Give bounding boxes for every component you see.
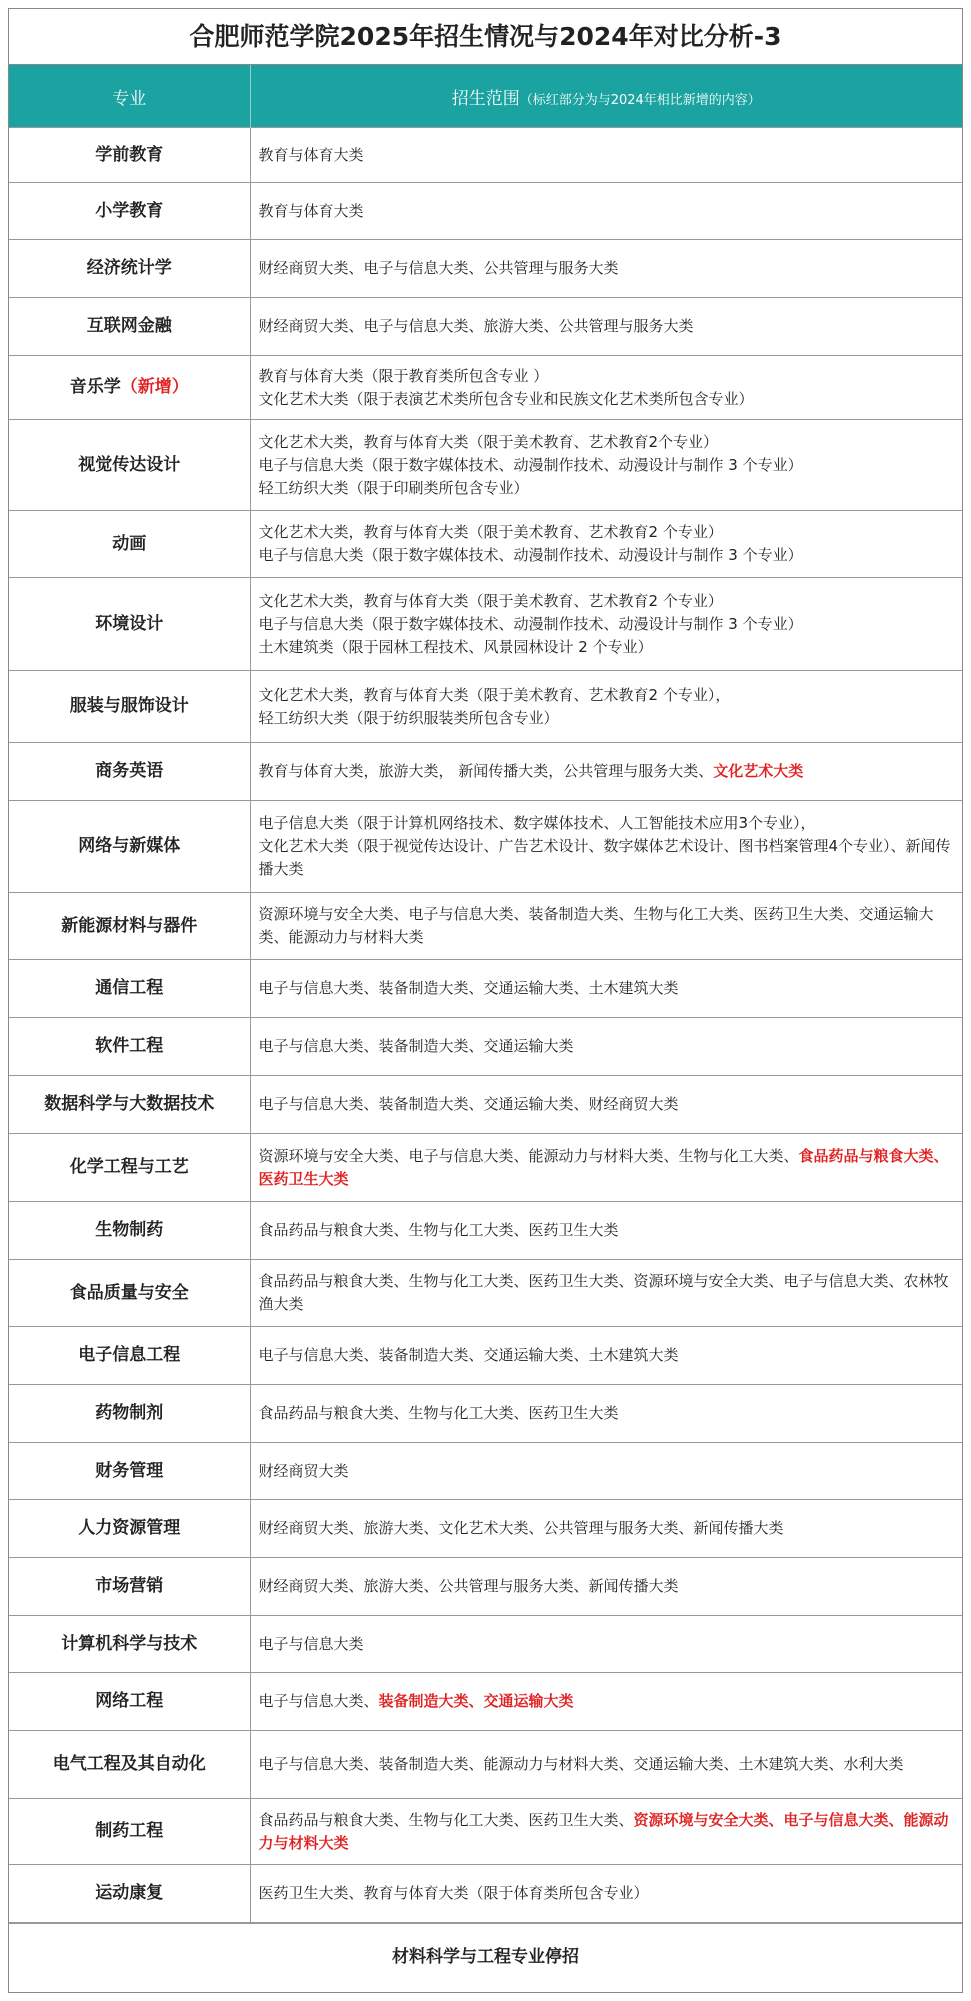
scope-line [259,144,955,167]
major-cell [9,128,250,183]
scope-segment: 财经商贸大类、旅游大类、公共管理与服务大类、新闻传播大类 [258,1577,679,1595]
major-name: 软件工程 [95,1036,164,1056]
major-name: 学前教育 [95,144,164,165]
major-name: 网络工程 [95,1691,164,1711]
scope-segment: 土木建筑类（限于园林工程技术、风景园林设计 2 个专业） [258,637,653,656]
footer-note: 材料科学与工程专业停招 [9,1923,962,1990]
major-name: 电气工程及其自动化 [52,1754,206,1774]
major-cell [9,1385,250,1443]
scope-line [259,1690,955,1713]
scope-line [259,903,955,949]
page-title: 合肥师范学院2025年招生情况与2024年对比分析-3 [9,9,962,65]
scope-segment: 财经商贸大类、电子与信息大类、旅游大类、公共管理与服务大类 [258,317,694,335]
major-name: 音乐学 [69,377,121,397]
scope-line [259,1219,955,1242]
major-cell [9,1616,250,1673]
scope-segment: 财经商贸大类、旅游大类、文化艺术大类、公共管理与服务大类、新闻传播大类 [258,1519,784,1537]
scope-segment: 电子与信息大类、装备制造大类、交通运输大类、土木建筑大类 [258,1346,679,1364]
table-row [9,1500,962,1558]
scope-cell [250,1673,962,1731]
admission-sheet [8,8,963,1993]
scope-cell [250,671,962,743]
scope-segment: 食品药品与粮食大类、生物与化工大类、医药卫生大类、 [258,1810,634,1829]
scope-line [259,1517,955,1540]
scope-segment: 电子与信息大类（限于数字媒体技术、动漫制作技术、动漫设计与制作 3 个专业） [258,455,803,474]
table-row [9,1443,962,1500]
scope-cell [250,1260,962,1327]
scope-line [259,365,955,388]
table-body [9,128,962,1923]
scope-segment-new: 文化艺术大类 [713,762,804,780]
scope-cell [250,1385,962,1443]
major-cell [9,671,250,743]
major-cell [9,1443,250,1500]
table-row [9,1865,962,1923]
admission-table [9,65,962,1923]
scope-header-note: （标红部分为与2024年相比新增的内容） [519,92,761,108]
scope-cell [250,1327,962,1385]
table-row [9,240,962,298]
scope-cell [250,1018,962,1076]
table-row [9,420,962,511]
scope-line [259,431,955,454]
scope-segment: 电子与信息大类、装备制造大类、能源动力与材料大类、交通运输大类、土木建筑大类、水利大类 [258,1755,904,1773]
scope-line [259,1633,955,1656]
scope-cell [250,420,962,511]
scope-cell [250,511,962,578]
scope-line [259,977,955,1000]
scope-line [259,1460,955,1483]
scope-segment: 文化艺术大类，教育与体育大类（限于美术教育、艺术教育2 个专业）， [258,685,731,704]
scope-line [259,707,955,730]
major-cell [9,960,250,1018]
major-name: 商务英语 [95,761,164,781]
table-row [9,578,962,671]
scope-cell [250,356,962,420]
scope-line [259,1145,955,1191]
scope-cell [250,893,962,960]
new-major-badge: （新增） [120,377,189,397]
scope-segment: 电子与信息大类、装备制造大类、交通运输大类 [258,1037,574,1055]
scope-line [259,1575,955,1598]
scope-segment: 文化艺术大类，教育与体育大类（限于美术教育、艺术教育2个专业） [258,432,719,451]
scope-segment: 电子与信息大类、装备制造大类、交通运输大类、财经商贸大类 [258,1095,679,1113]
table-row [9,893,962,960]
scope-cell [250,128,962,183]
scope-cell [250,1616,962,1673]
table-row [9,1202,962,1260]
major-name: 财务管理 [95,1460,164,1481]
scope-line [259,1753,955,1776]
scope-line [259,388,955,411]
scope-segment: 资源环境与安全大类、电子与信息大类、能源动力与材料大类、生物与化工大类、 [258,1146,799,1165]
scope-segment: 电子与信息大类（限于数字媒体技术、动漫制作技术、动漫设计与制作 3 个专业） [258,614,803,633]
table-row [9,1385,962,1443]
scope-cell [250,1865,962,1923]
table-row [9,801,962,893]
scope-line [259,1035,955,1058]
major-name: 数据科学与大数据技术 [44,1094,215,1114]
table-row [9,128,962,183]
major-cell [9,1799,250,1865]
scope-line [259,812,955,835]
major-cell [9,511,250,578]
table-row [9,1673,962,1731]
scope-segment: 文化艺术大类，教育与体育大类（限于美术教育、艺术教育2 个专业） [258,591,723,610]
major-cell [9,1076,250,1134]
major-name: 市场营销 [95,1576,164,1596]
major-cell [9,893,250,960]
major-cell [9,1865,250,1923]
table-row [9,298,962,356]
scope-line [259,454,955,477]
scope-segment-new: 装备制造大类、交通运输大类 [378,1692,574,1710]
table-row [9,511,962,578]
scope-line [259,590,955,613]
major-cell [9,1673,250,1731]
scope-segment: 轻工纺织大类（限于印刷类所包含专业） [258,478,529,497]
scope-line [259,257,955,280]
major-cell [9,356,250,420]
scope-cell [250,1558,962,1616]
table-row [9,1134,962,1202]
major-name: 食品质量与安全 [69,1282,189,1303]
scope-segment: 轻工纺织大类（限于纺织服装类所包含专业） [258,708,559,727]
table-row [9,960,962,1018]
scope-line [259,200,955,223]
scope-segment: 财经商贸大类、电子与信息大类、公共管理与服务大类 [258,259,619,277]
scope-segment: 文化艺术大类（限于视觉传达设计、广告艺术设计、数字媒体艺术设计、图书档案管理4个专业）、新闻传播大类 [258,837,951,878]
table-row [9,1018,962,1076]
scope-segment: 资源环境与安全大类、电子与信息大类、装备制造大类、生物与化工大类、医药卫生大类、交通运输大类、能源动力与材料大类 [258,905,934,946]
scope-cell [250,1799,962,1865]
scope-segment: 教育与体育大类 [258,145,364,164]
scope-segment: 教育与体育大类（限于教育类所包含专业 ） [258,366,549,385]
major-cell [9,578,250,671]
major-cell [9,1500,250,1558]
scope-segment: 文化艺术大类（限于表演艺术类所包含专业和民族文化艺术类所包含专业） [258,389,754,408]
major-name: 新能源材料与器件 [61,915,198,936]
scope-cell [250,578,962,671]
scope-segment: 电子与信息大类 [258,1634,364,1653]
scope-segment: 电子信息大类（限于计算机网络技术、数字媒体技术、人工智能技术应用3个专业）， [258,814,816,832]
scope-header-label: 招生范围 [451,88,520,109]
scope-segment: 食品药品与粮食大类、生物与化工大类、医药卫生大类、资源环境与安全大类、电子与信息大类、农林牧渔大类 [258,1272,949,1313]
table-row [9,183,962,240]
scope-cell [250,1076,962,1134]
major-name: 经济统计学 [86,258,172,278]
major-column-header: 专业 [9,65,250,128]
scope-cell [250,1731,962,1799]
scope-cell [250,743,962,801]
scope-cell [250,1500,962,1558]
scope-line [259,1270,955,1316]
scope-line [259,1882,955,1905]
major-cell [9,1202,250,1260]
table-row [9,743,962,801]
major-cell [9,801,250,893]
scope-segment-new: 资源环境与安全大类、电子与信息大类、能源动力与材料大类 [258,1810,949,1852]
major-cell [9,1327,250,1385]
scope-line [259,835,955,881]
major-name: 动画 [112,533,147,554]
table-row [9,1327,962,1385]
scope-segment-new: 食品药品与粮食大类、医药卫生大类 [258,1146,949,1188]
scope-segment: 电子与信息大类、 [258,1692,379,1710]
major-cell [9,1558,250,1616]
major-cell [9,420,250,511]
major-name: 通信工程 [95,978,164,998]
scope-segment: 财经商贸大类 [258,1461,349,1480]
major-name: 小学教育 [95,200,164,221]
scope-cell [250,1443,962,1500]
scope-cell [250,240,962,298]
scope-cell [250,298,962,356]
scope-segment: 教育与体育大类，旅游大类， 新闻传播大类，公共管理与服务大类、 [258,762,714,780]
table-row [9,356,962,420]
table-row [9,1558,962,1616]
major-name: 化学工程与工艺 [69,1157,189,1177]
scope-segment: 文化艺术大类，教育与体育大类（限于美术教育、艺术教育2 个专业） [258,523,723,541]
major-name: 网络与新媒体 [78,836,181,856]
major-cell [9,743,250,801]
major-name: 药物制剂 [95,1403,164,1423]
scope-cell [250,183,962,240]
major-cell [9,240,250,298]
scope-cell [250,801,962,893]
scope-line [259,477,955,500]
major-name: 视觉传达设计 [78,454,181,475]
scope-line [259,636,955,659]
major-cell [9,1260,250,1327]
major-name: 制药工程 [95,1821,164,1841]
table-header-row [9,65,962,128]
major-cell [9,1134,250,1202]
scope-line [259,760,955,783]
scope-segment: 食品药品与粮食大类、生物与化工大类、医药卫生大类 [258,1404,619,1422]
scope-line [259,1344,955,1367]
table-row [9,1076,962,1134]
scope-segment: 医药卫生大类、教育与体育大类（限于体育类所包含专业） [258,1884,649,1902]
major-cell [9,298,250,356]
major-name: 环境设计 [95,613,164,634]
table-row [9,1731,962,1799]
scope-cell [250,1134,962,1202]
table-row [9,1799,962,1865]
scope-column-header [250,65,962,128]
scope-line [259,544,955,567]
scope-segment: 教育与体育大类 [258,201,364,220]
scope-cell [250,1202,962,1260]
major-cell [9,183,250,240]
major-name: 电子信息工程 [78,1345,181,1365]
scope-cell [250,960,962,1018]
major-name: 互联网金融 [86,316,172,336]
scope-line [259,613,955,636]
major-cell [9,1018,250,1076]
scope-segment: 电子与信息大类（限于数字媒体技术、动漫制作技术、动漫设计与制作 3 个专业） [258,546,803,564]
scope-segment: 食品药品与粮食大类、生物与化工大类、医药卫生大类 [258,1221,619,1239]
major-name: 服装与服饰设计 [69,696,189,716]
major-cell [9,1731,250,1799]
table-row [9,671,962,743]
table-row [9,1260,962,1327]
scope-line [259,1093,955,1116]
scope-line [259,1402,955,1425]
scope-line [259,1809,955,1855]
scope-line [259,684,955,707]
major-name: 人力资源管理 [78,1518,181,1538]
scope-line [259,315,955,338]
major-name: 运动康复 [95,1883,164,1903]
scope-line [259,521,955,544]
table-row [9,1616,962,1673]
major-name: 计算机科学与技术 [61,1633,198,1654]
major-name: 生物制药 [95,1220,164,1240]
scope-segment: 电子与信息大类、装备制造大类、交通运输大类、土木建筑大类 [258,979,679,997]
